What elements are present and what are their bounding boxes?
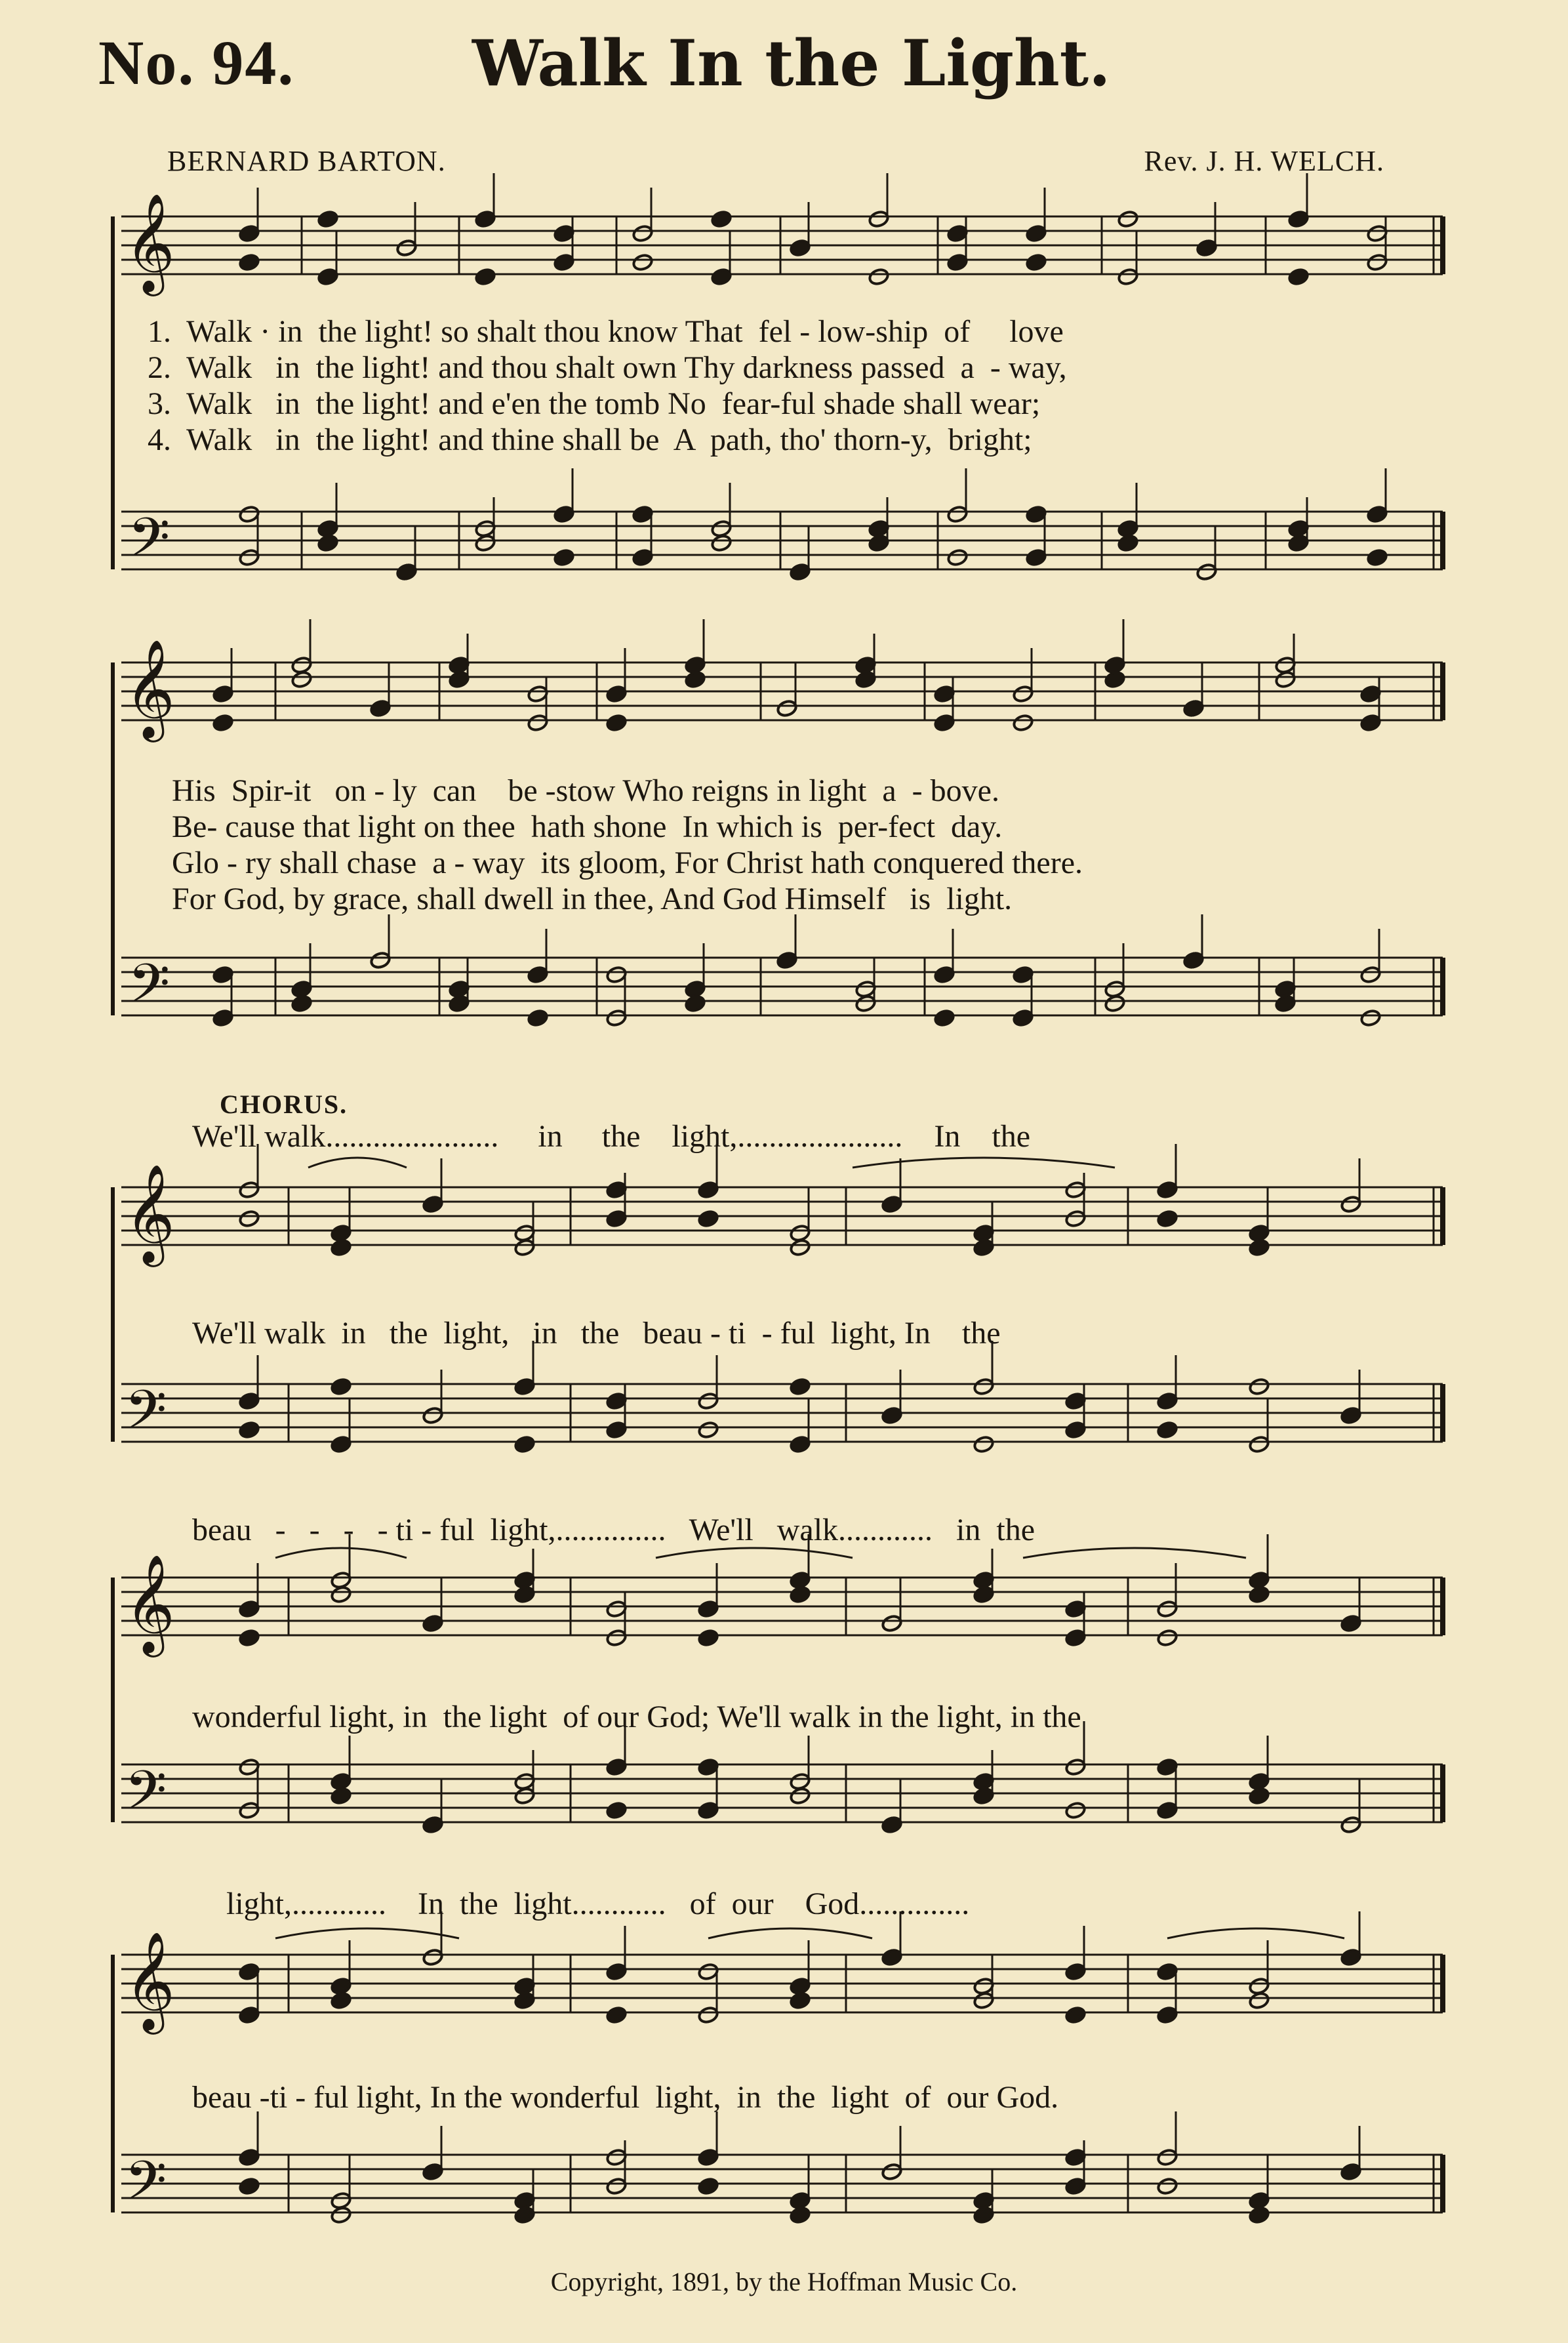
s2b-notehead xyxy=(933,1009,955,1027)
c3-treble-notehead xyxy=(605,2006,627,2024)
c1-bass-notehead xyxy=(422,1406,443,1425)
c1-bass-notehead xyxy=(881,1406,902,1425)
s2b-notehead xyxy=(1359,1009,1381,1027)
slur xyxy=(1167,1928,1344,1938)
s2b-notehead xyxy=(1104,994,1125,1013)
s1t-notehead xyxy=(1025,253,1047,272)
slur xyxy=(708,1928,872,1938)
chorus-bass-line-3: beau -ti - ful light, In the wonderful light, in the light of our God. xyxy=(192,2080,1059,2115)
c1-treble-notehead xyxy=(789,1238,811,1257)
s1t-notehead xyxy=(1287,268,1309,286)
s1b-notehead xyxy=(1366,548,1388,567)
verse-2-line-2: Be- cause that light on thee hath shone In which is per-fect day. xyxy=(172,809,1003,844)
c2-bass-notehead xyxy=(789,1787,811,1805)
c3-treble-notehead xyxy=(1064,2006,1086,2024)
c3-bass-notehead xyxy=(881,2163,902,2181)
c3-treble-notehead xyxy=(1340,1948,1361,1966)
c1-bass-notehead xyxy=(789,1377,811,1396)
s2t-notehead xyxy=(1012,714,1034,732)
c3-treble-notehead xyxy=(1248,1991,1270,2010)
c1-treble-notehead xyxy=(238,1210,260,1228)
s2t-notehead xyxy=(291,670,312,689)
c3-treble-notehead xyxy=(330,1991,352,2010)
c2-bass-notehead xyxy=(422,1816,443,1834)
s2b-notehead xyxy=(527,1009,548,1027)
slur xyxy=(308,1158,407,1168)
s1t-notehead xyxy=(710,210,732,228)
slur xyxy=(275,1548,407,1558)
c2-treble-notehead xyxy=(1248,1585,1270,1604)
c3-bass-notehead xyxy=(422,2163,443,2181)
s1b-notehead xyxy=(789,563,811,581)
c2-bass-notehead xyxy=(330,1787,352,1805)
s1b-notehead xyxy=(1117,534,1138,552)
system1-treble-clef: 𝄞 xyxy=(125,192,175,292)
c2-bass-notehead xyxy=(1340,1816,1361,1834)
c1-bass-notehead xyxy=(1248,1377,1270,1396)
hymn-title: Walk In the Light. xyxy=(472,26,1111,100)
verse-3-line-2: Glo - ry shall chase a - way its gloom, For Christ hath conquered there. xyxy=(172,846,1083,880)
s2b-notehead xyxy=(776,951,797,969)
c3-bass-notehead xyxy=(1340,2163,1361,2181)
s2b-notehead xyxy=(1182,951,1204,969)
c2-treble-notehead xyxy=(1340,1614,1361,1633)
c2-treble-clef: 𝄞 xyxy=(125,1553,175,1653)
s1t-notehead xyxy=(868,268,889,286)
s1b-notehead xyxy=(710,534,732,552)
c1-treble-notehead xyxy=(330,1238,352,1257)
verse-4-line-2: For God, by grace, shall dwell in thee, And God Himself is light. xyxy=(172,882,1013,916)
s2t-notehead xyxy=(1104,670,1125,689)
c1-bass-notehead xyxy=(1340,1406,1361,1425)
c2-treble-notehead xyxy=(789,1585,811,1604)
c3-bass-notehead xyxy=(1156,2177,1178,2195)
c1-bass-notehead xyxy=(513,1435,535,1454)
c3-bass-notehead xyxy=(1248,2206,1270,2224)
verse-3-line-1: 3. Walk in the light! and e'en the tomb No fear-ful shade shall wear; xyxy=(148,386,1041,421)
c3-bass-notehead xyxy=(330,2206,352,2224)
c1-treble-clef: 𝄞 xyxy=(125,1163,175,1263)
slur xyxy=(656,1548,853,1558)
s1t-notehead xyxy=(317,210,338,228)
c3-treble-notehead xyxy=(789,1991,811,2010)
s1b-notehead xyxy=(946,548,968,567)
c2-treble-notehead xyxy=(238,1629,260,1647)
s2t-notehead xyxy=(605,714,627,732)
c2-treble-notehead xyxy=(422,1614,443,1633)
chorus-bass-line-2: wonderful light, in the light of our God; We'll walk in the light, in the xyxy=(192,1700,1081,1734)
c1-treble-notehead xyxy=(697,1210,719,1228)
c1-bass-notehead xyxy=(330,1377,352,1396)
c3-treble-notehead xyxy=(422,1948,443,1966)
s1t-notehead xyxy=(632,253,653,272)
c1-bass-clef: 𝄢 xyxy=(125,1378,167,1455)
verse-1-line-2: His Spir-it on - ly can be -stow Who reigns in light a - bove. xyxy=(172,773,999,808)
slur xyxy=(853,1158,1115,1168)
c3-treble-clef: 𝄞 xyxy=(125,1930,175,2030)
c3-bass-notehead xyxy=(789,2206,811,2224)
system2-bass-clef: 𝄢 xyxy=(128,952,171,1029)
s1b-notehead xyxy=(395,563,417,581)
hymn-number: No. 94. xyxy=(98,28,295,98)
s1b-notehead xyxy=(1196,563,1217,581)
s2b-notehead xyxy=(291,994,312,1013)
verse-4-line-1: 4. Walk in the light! and thine shall be A path, tho' thorn-y, bright; xyxy=(148,422,1032,457)
s2b-notehead xyxy=(684,994,706,1013)
s1t-notehead xyxy=(238,253,260,272)
composer-credit: Rev. J. H. WELCH. xyxy=(1144,145,1384,177)
c1-treble-notehead xyxy=(881,1195,902,1213)
s1t-notehead xyxy=(789,239,811,257)
s1t-notehead xyxy=(1117,210,1138,228)
c2-bass-notehead xyxy=(605,1801,627,1820)
c1-bass-notehead xyxy=(1156,1421,1178,1439)
c1-bass-notehead xyxy=(697,1421,719,1439)
s2t-notehead xyxy=(1182,699,1204,718)
c1-bass-notehead xyxy=(238,1421,260,1439)
c1-bass-notehead xyxy=(973,1435,994,1454)
c2-bass-notehead xyxy=(881,1816,902,1834)
c2-bass-notehead xyxy=(1064,1801,1086,1820)
c2-treble-notehead xyxy=(330,1585,352,1604)
s2t-notehead xyxy=(776,699,797,718)
c1-treble-notehead xyxy=(422,1195,443,1213)
copyright-notice: Copyright, 1891, by the Hoffman Music Co. xyxy=(550,2267,1018,2296)
c3-bass-notehead xyxy=(238,2177,260,2195)
slur xyxy=(1023,1548,1246,1558)
s1b-notehead xyxy=(317,534,338,552)
s2t-notehead xyxy=(212,714,233,732)
system1-bass-clef: 𝄢 xyxy=(128,506,171,582)
c2-treble-notehead xyxy=(881,1614,902,1633)
lyricist-credit: BERNARD BARTON. xyxy=(167,145,446,177)
verse-1-line-1: 1. Walk · in the light! so shalt thou know That fel - low-ship of love xyxy=(148,314,1064,349)
s2t-notehead xyxy=(684,670,706,689)
s1b-notehead xyxy=(553,548,574,567)
c3-bass-clef: 𝄢 xyxy=(125,2149,167,2226)
c1-treble-notehead xyxy=(1156,1210,1178,1228)
c2-bass-notehead xyxy=(1248,1787,1270,1805)
s1t-notehead xyxy=(474,268,496,286)
s1t-notehead xyxy=(1196,239,1217,257)
c1-treble-notehead xyxy=(1248,1238,1270,1257)
chorus-bass-line-1: We'll walk in the light, in the beau - ti - ful light, In the xyxy=(192,1316,1001,1351)
s2b-notehead xyxy=(369,951,391,969)
chorus-soprano-line-3: light,............ In the light............ of our God.............. xyxy=(226,1886,970,1921)
verse-2-line-1: 2. Walk in the light! and thou shalt own Thy darkness passed a - way, xyxy=(148,350,1067,385)
c2-treble-notehead xyxy=(697,1629,719,1647)
system2-treble-clef: 𝄞 xyxy=(125,638,175,738)
chorus-soprano-line-1: We'll walk...................... in the light,..................... In the xyxy=(192,1119,1030,1154)
c2-bass-clef: 𝄢 xyxy=(125,1759,167,1835)
c1-treble-notehead xyxy=(1340,1195,1361,1213)
chorus-label: CHORUS. xyxy=(220,1090,348,1119)
c3-bass-notehead xyxy=(697,2177,719,2195)
s2t-notehead xyxy=(369,699,391,718)
c3-treble-notehead xyxy=(881,1948,902,1966)
s1t-notehead xyxy=(395,239,417,257)
chorus-soprano-line-2: beau - - - - ti - ful light,.............. We'll walk............ in the xyxy=(192,1513,1035,1547)
c2-treble-notehead xyxy=(1156,1629,1178,1647)
slur xyxy=(275,1928,459,1938)
